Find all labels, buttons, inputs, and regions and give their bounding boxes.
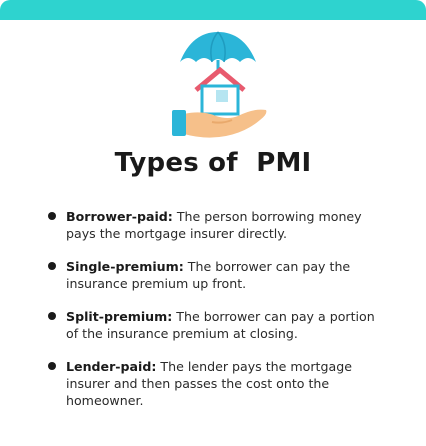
- bullet-icon: [48, 212, 56, 220]
- item-term: Borrower-paid:: [66, 209, 173, 224]
- bullet-icon: [48, 312, 56, 320]
- list-item-borrower-paid: [48, 208, 388, 242]
- page-title: Types of PMI: [114, 148, 312, 178]
- bullet-icon: [48, 362, 56, 370]
- item-text: The person borrowing money pays the mortgage insurer directly.: [66, 209, 362, 241]
- pmi-types-list: [48, 208, 388, 425]
- item-term: Split-premium:: [66, 309, 173, 324]
- list-item-split-premium: [48, 308, 388, 342]
- item-text: The borrower can pay the insurance premium up front.: [66, 259, 351, 291]
- bullet-icon: [48, 262, 56, 270]
- item-term: Single-premium:: [66, 259, 184, 274]
- hand-holding-house-umbrella-icon: [168, 30, 272, 146]
- accent-bar: [0, 0, 426, 20]
- list-item-single-premium: [48, 258, 388, 292]
- item-text: The borrower can pay a portion of the insurance premium at closing.: [66, 309, 375, 341]
- item-term: Lender-paid:: [66, 359, 157, 374]
- umbrella-icon: [180, 32, 256, 62]
- item-text: The lender pays the mortgage insurer and then passes the cost onto the homeowner.: [66, 359, 352, 408]
- list-item-lender-paid: [48, 358, 388, 409]
